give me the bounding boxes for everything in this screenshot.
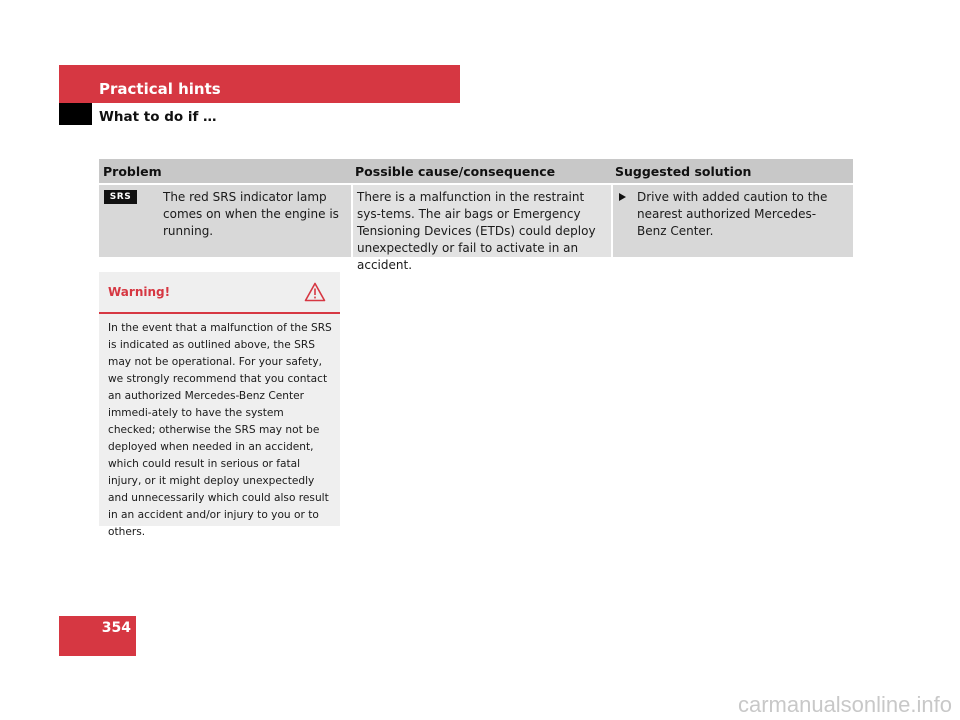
problem-cell (99, 185, 351, 257)
table-header-row (99, 159, 853, 183)
section-title: Practical hints (99, 80, 221, 98)
column-header-cause: Possible cause/consequence (355, 163, 556, 179)
section-subtitle: What to do if … (99, 109, 217, 125)
cause-text: There is a malfunction in the restraint sys-tems. The air bags or Emergency Tensioning Devices (ETDs) could deploy unexpectedly or fail to activate in an accident. (357, 190, 596, 272)
srs-indicator-icon: SRS (104, 190, 137, 204)
warning-box (99, 272, 340, 538)
troubleshooting-table (99, 159, 853, 272)
warning-title: Warning! (108, 285, 171, 299)
warning-header (99, 272, 340, 314)
column-header-problem: Problem (103, 163, 162, 179)
watermark: carmanualsonline.info (737, 692, 952, 717)
column-header-solution: Suggested solution (615, 163, 752, 179)
problem-text: The red SRS indicator lamp comes on when the engine is running. (163, 190, 339, 238)
page-number-box (59, 616, 136, 656)
solution-cell (613, 185, 853, 257)
bullet-arrow-icon (619, 193, 626, 201)
warning-triangle-icon (304, 282, 326, 302)
cause-cell (353, 185, 611, 272)
warning-text: In the event that a malfunction of the SRS is indicated as outlined above, the SRS may not be operational. For your safety, we strongly recommend that you contact an authorized Mercedes-Benz Center immedi-ately to have the system checked; otherwise the SRS may not be deployed when needed in an accident, which could result in serious or fatal injury, or it might deploy unexpectedly and unnecessarily which could also result in an accident and/or injury to you or to others. (108, 322, 332, 538)
table-row (99, 185, 853, 272)
page-number: 354 (101, 620, 131, 636)
solution-text: Drive with added caution to the nearest authorized Mercedes-Benz Center. (637, 190, 828, 238)
header-notch (59, 103, 92, 125)
